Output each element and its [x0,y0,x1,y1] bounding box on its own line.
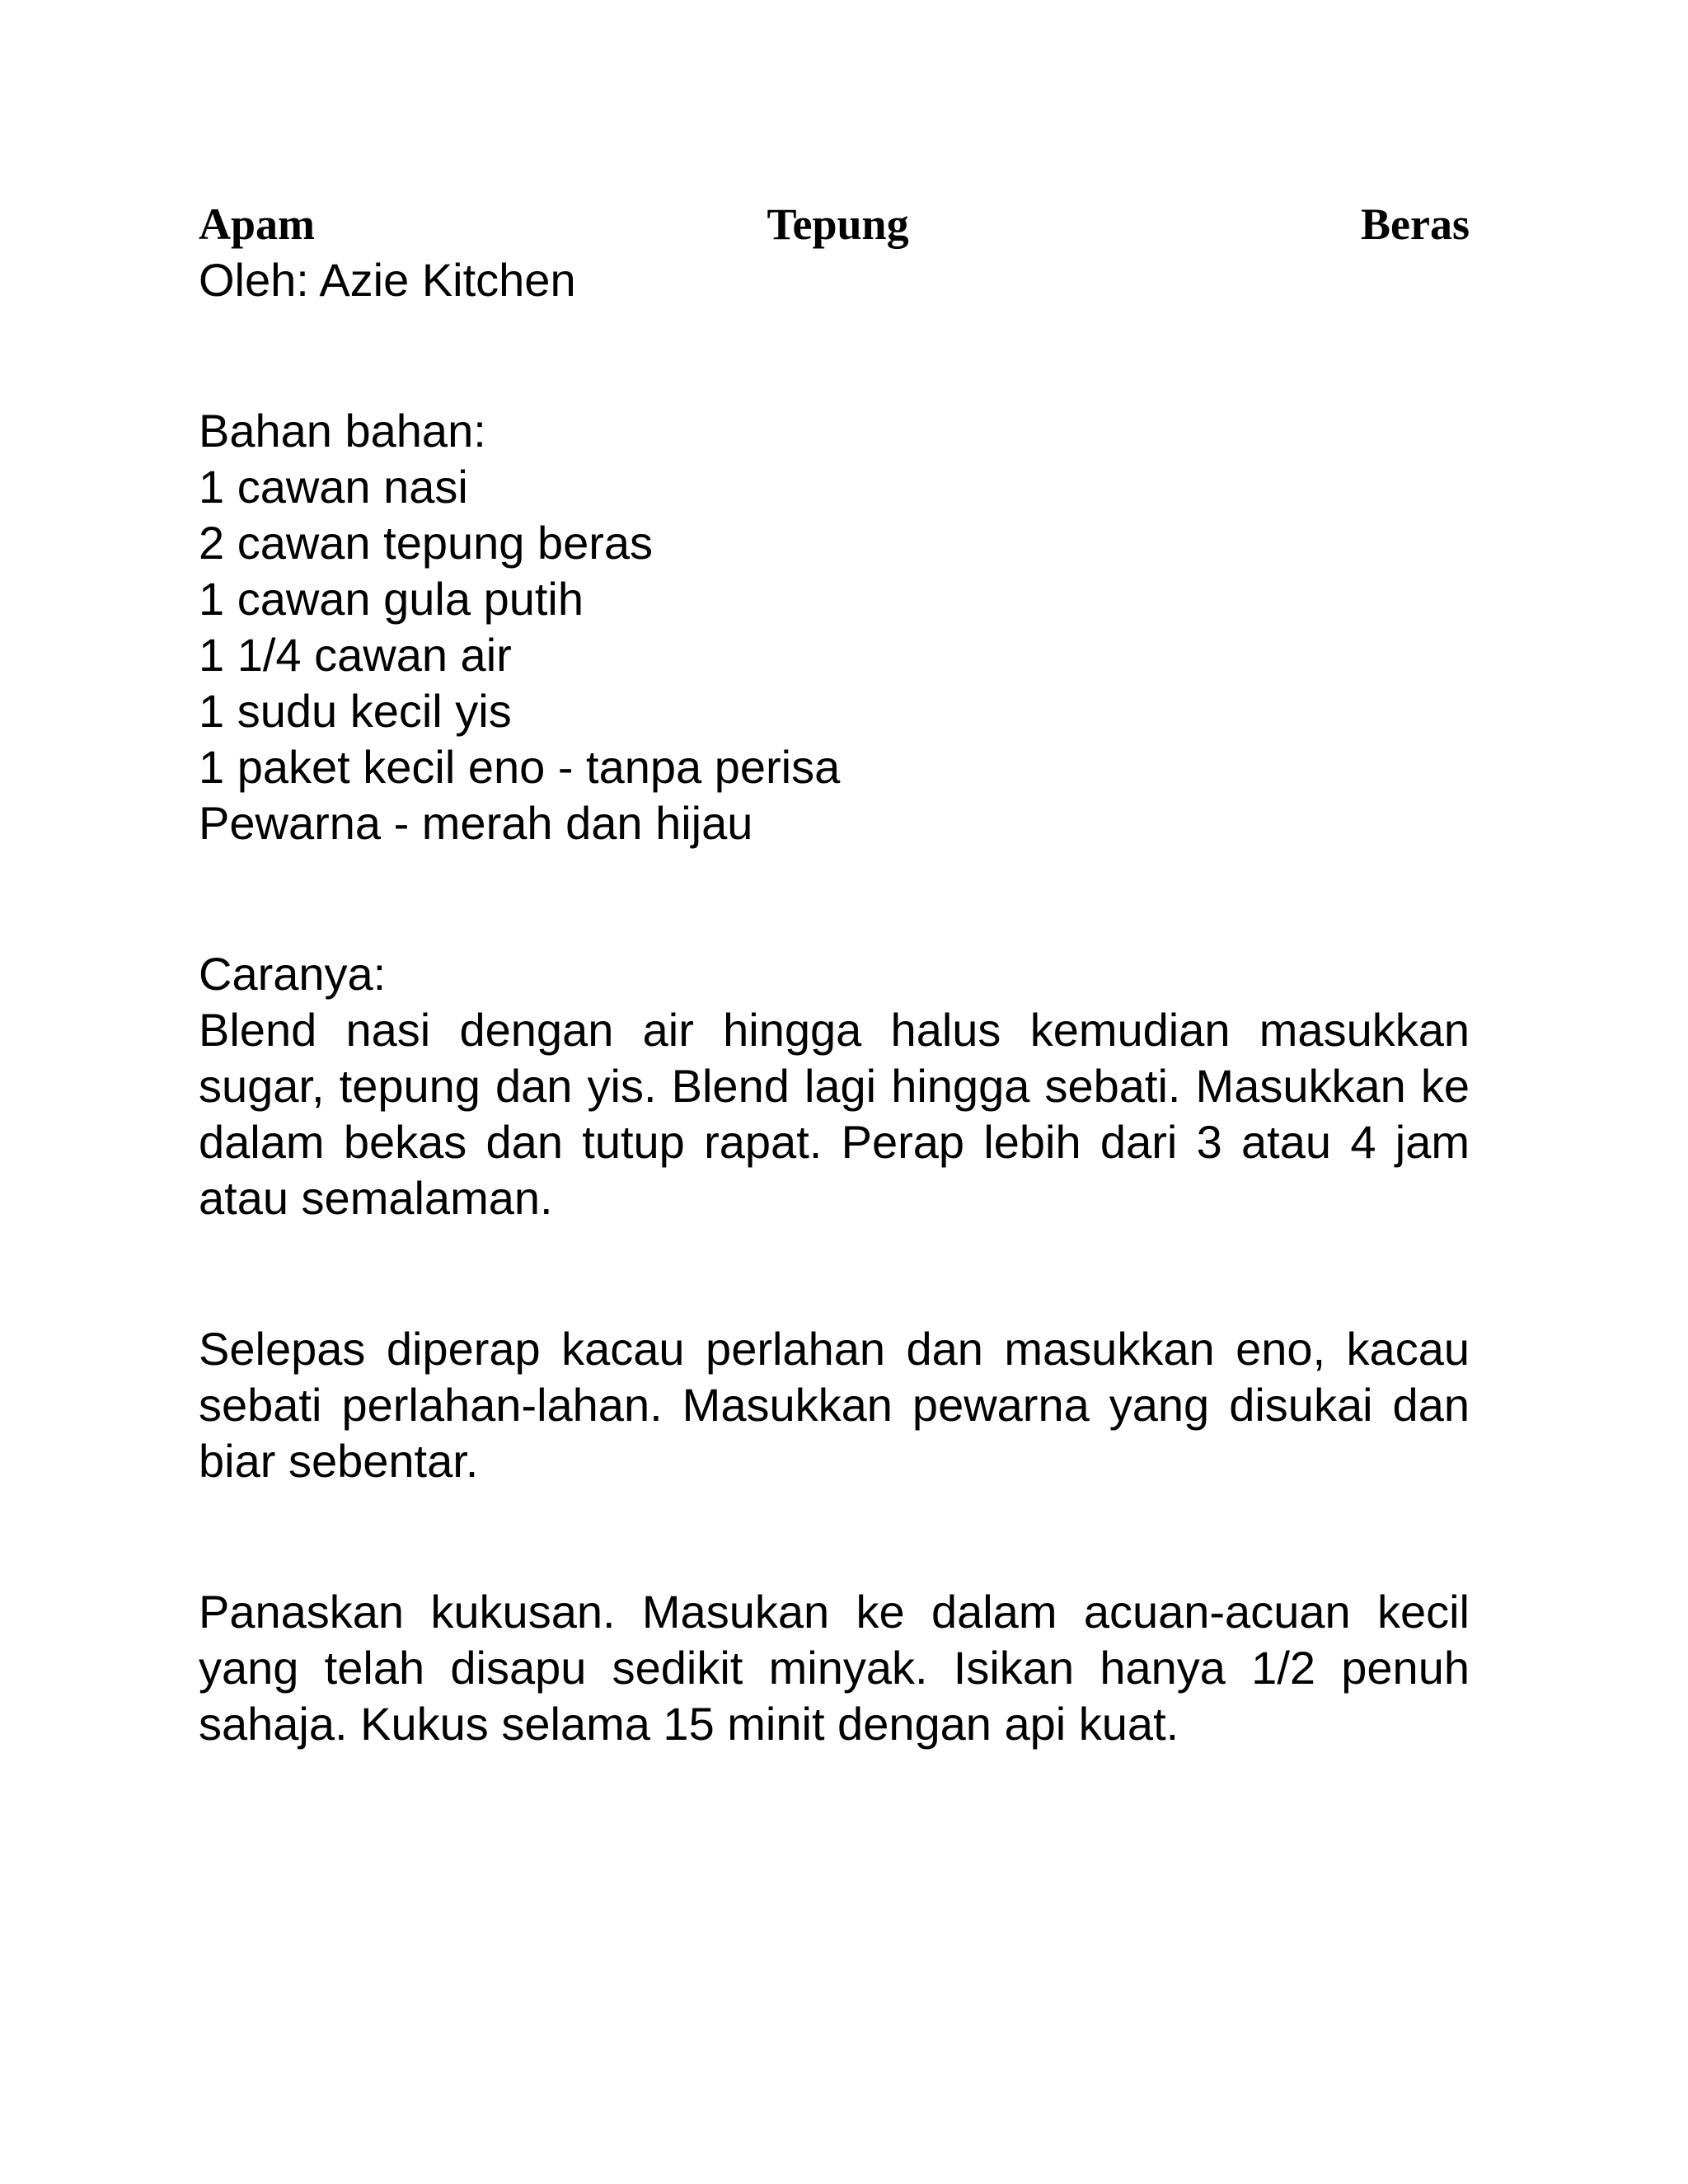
title-word-beras: Beras [1361,199,1470,249]
method-heading: Caranya: [199,948,387,1000]
ingredient-item: 1 1/4 cawan air [199,629,512,681]
method-section [199,946,1470,1752]
ingredient-item: 1 sudu kecil yis [199,685,512,737]
method-paragraph: Selepas diperap kacau perlahan dan masukkan eno, kacau sebati perlahan-lahan. Masukkan pewarna yang disukai dan biar sebentar. [199,1323,1470,1487]
title-word-apam: Apam [199,199,316,249]
recipe-title [199,194,1470,254]
method-paragraph: Blend nasi dengan air hingga halus kemudian masukkan sugar, tepung dan yis. Blend lagi hingga sebati. Masukkan ke dalam bekas dan tutup rapat. Perap lebih dari 3 atau 4 jam atau semalaman. [199,1004,1470,1224]
ingredients-section [199,403,1470,851]
ingredient-item: 1 cawan gula putih [199,573,584,625]
ingredients-heading: Bahan bahan: [199,405,486,457]
title-word-tepung: Tepung [767,199,909,249]
ingredient-item: Pewarna - merah dan hijau [199,797,753,849]
recipe-content [199,194,1470,1752]
method-paragraph: Panaskan kukusan. Masukan ke dalam acuan-acuan kecil yang telah disapu sedikit minyak. Isikan hanya 1/2 penuh sahaja. Kukus selama 15 minit dengan api kuat. [199,1586,1470,1750]
ingredient-item: 2 cawan tepung beras [199,517,654,569]
ingredient-item: 1 cawan nasi [199,461,468,513]
recipe-author: Oleh: Azie Kitchen [199,254,576,306]
ingredient-item: 1 paket kecil eno - tanpa perisa [199,741,841,793]
